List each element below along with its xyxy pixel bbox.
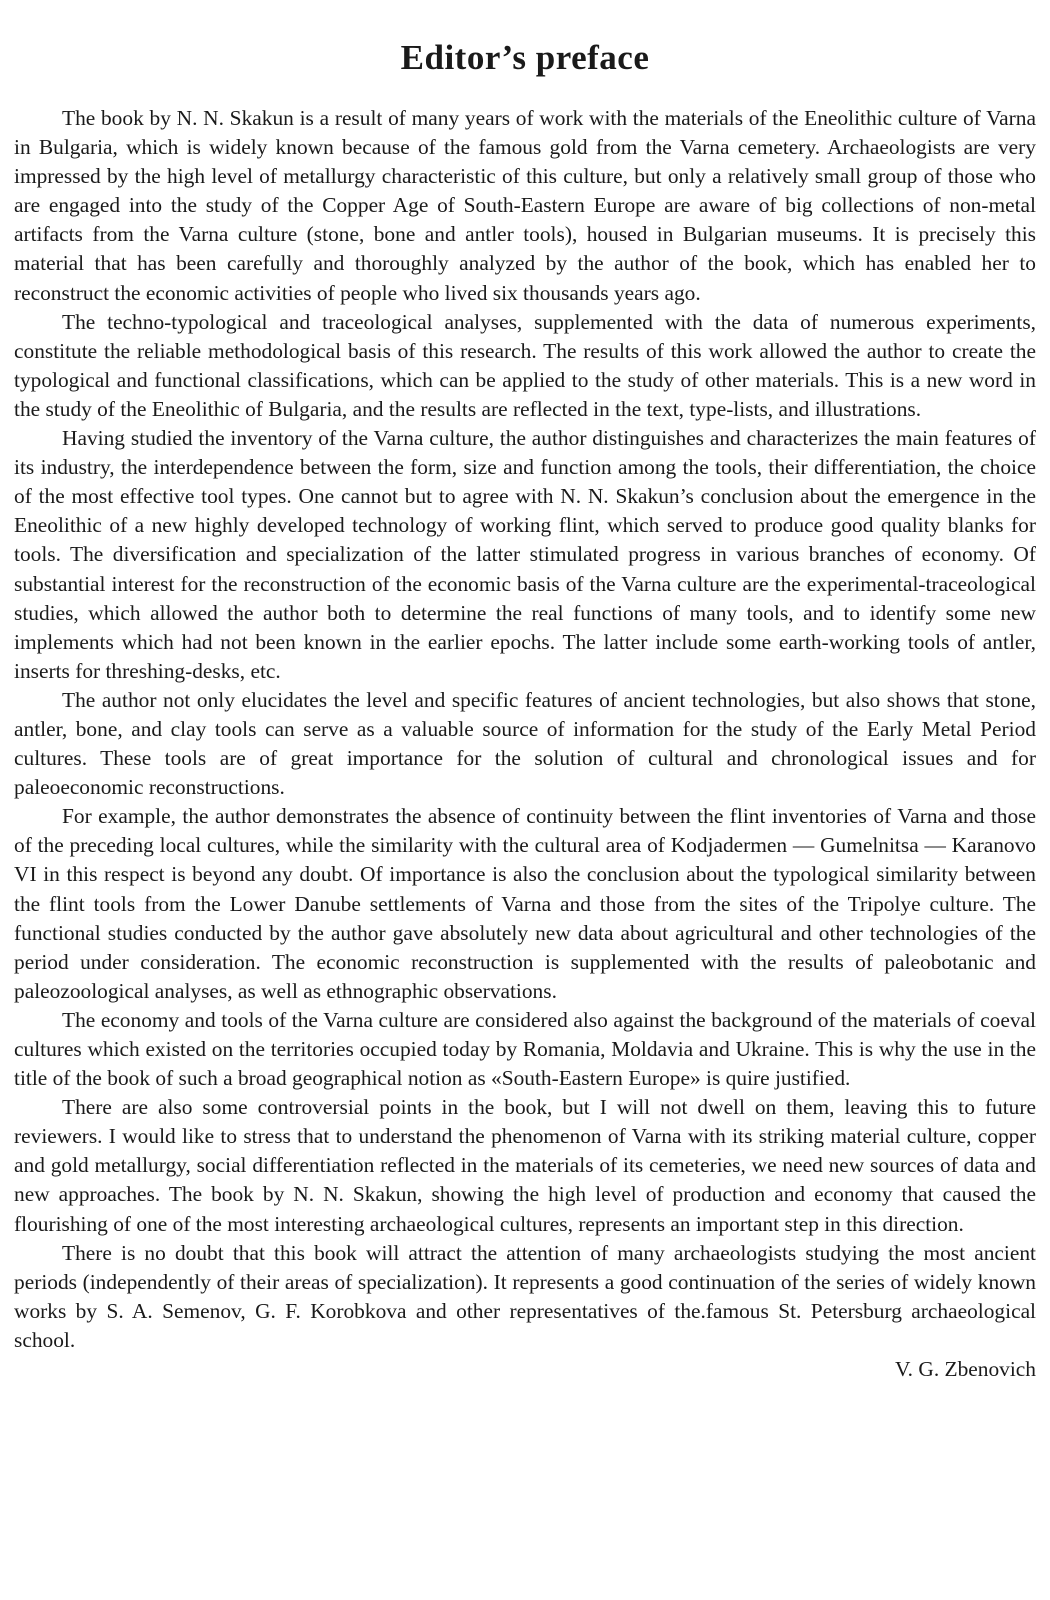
paragraph-4: The author not only elucidates the level and specific features of ancient technologies, but also shows that stone, antler, bone, and clay tools can serve as a valuable source of information for the study of the Early Metal Period cultures. These tools are of great importance for the solution of cultural and chronological issues and for paleoeconomic reconstructions.: [14, 687, 1036, 800]
preface-body: [14, 104, 1036, 1355]
paragraph-5: For example, the author demonstrates the absence of continuity between the flint inventories of Varna and those of the preceding local cultures, while the similarity with the cultural area of Kodjadermen — Gumelnitsa — Karanovo VI in this respect is beyond any doubt. Of importance is also the conclusion about the typological similarity between the flint tools from the Lower Danube settlements of Varna and those from the sites of the Tripolye culture. The functional studies conducted by the author gave absolutely new data about agricultural and other technologies of the period under consideration. The economic reconstruction is supplemented with the results of paleobotanic and paleozoological analyses, as well as ethnographic observations.: [14, 804, 1036, 1003]
author-signature: V. G. Zbenovich: [894, 1357, 1036, 1382]
document-page: [14, 36, 1036, 1384]
paragraph-3: Having studied the inventory of the Varna culture, the author distinguishes and characterizes the main features of its industry, the interdependence between the form, size and function among the tools, their differentiation, the choice of the most effective tool types. One cannot but to agree with N. N. Skakun’s conclusion about the emergence in the Eneolithic of a new highly developed technology of working flint, which served to produce good quality blanks for tools. The diversification and specialization of the latter stimulated progress in various branches of economy. Of substantial interest for the reconstruction of the economic basis of the Varna culture are the experimental-traceological studies, which allowed the author both to determine the real functions of many tools, and to identify some new implements which had not been known in the earlier epochs. The latter include some earth-working tools of antler, inserts for threshing-desks, etc.: [14, 426, 1036, 683]
paragraph-6: The economy and tools of the Varna culture are considered also against the background of the materials of coeval cultures which existed on the territories occupied today by Romania, Moldavia and Ukraine. This is why the use in the title of the book of such a broad geographical notion as «South-Eastern Europe» is quire justified.: [14, 1007, 1036, 1091]
paragraph-7: There are also some controversial points in the book, but I will not dwell on them, leaving this to future reviewers. I would like to stress that to understand the phenomenon of Varna with its striking material culture, copper and gold metallurgy, social differentiation reflected in the materials of its cemeteries, we need new sources of data and new approaches. The book by N. N. Skakun, showing the high level of production and economy that caused the flourishing of one of the most interesting archaeological cultures, represents an important step in this direction.: [14, 1095, 1036, 1236]
page-title: Editor’s preface: [400, 38, 650, 77]
paragraph-2: The techno-typological and traceological analyses, supplemented with the data of numerous experiments, constitute the reliable methodological basis of this research. The results of this work allowed the author to create the typological and functional classifications, which can be applied to the study of other materials. This is a new word in the study of the Eneolithic of Bulgaria, and the results are reflected in the text, type-lists, and illustrations.: [14, 309, 1036, 421]
paragraph-1: The book by N. N. Skakun is a result of many years of work with the materials of the Eneolithic culture of Varna in Bulgaria, which is widely known because of the famous gold from the Varna cemetery. Archaeologists are very impressed by the high level of metallurgy characteristic of this culture, but only a relatively small group of those who are engaged into the study of the Copper Age of South-Eastern Europe are aware of big collections of non-metal artifacts from the Varna culture (stone, bone and antler tools), housed in Bulgarian museums. It is precisely this material that has been carefully and thoroughly analyzed by the author of the book, which has enabled her to reconstruct the economic activities of people who lived six thousands years ago.: [14, 106, 1036, 305]
paragraph-8: There is no doubt that this book will attract the attention of many archaeologists studying the most ancient periods (independently of their areas of specialization). It represents a good continuation of the series of widely known works by S. A. Semenov, G. F. Korobkova and other representatives of the.famous St. Petersburg archaeological school.: [14, 1240, 1036, 1352]
